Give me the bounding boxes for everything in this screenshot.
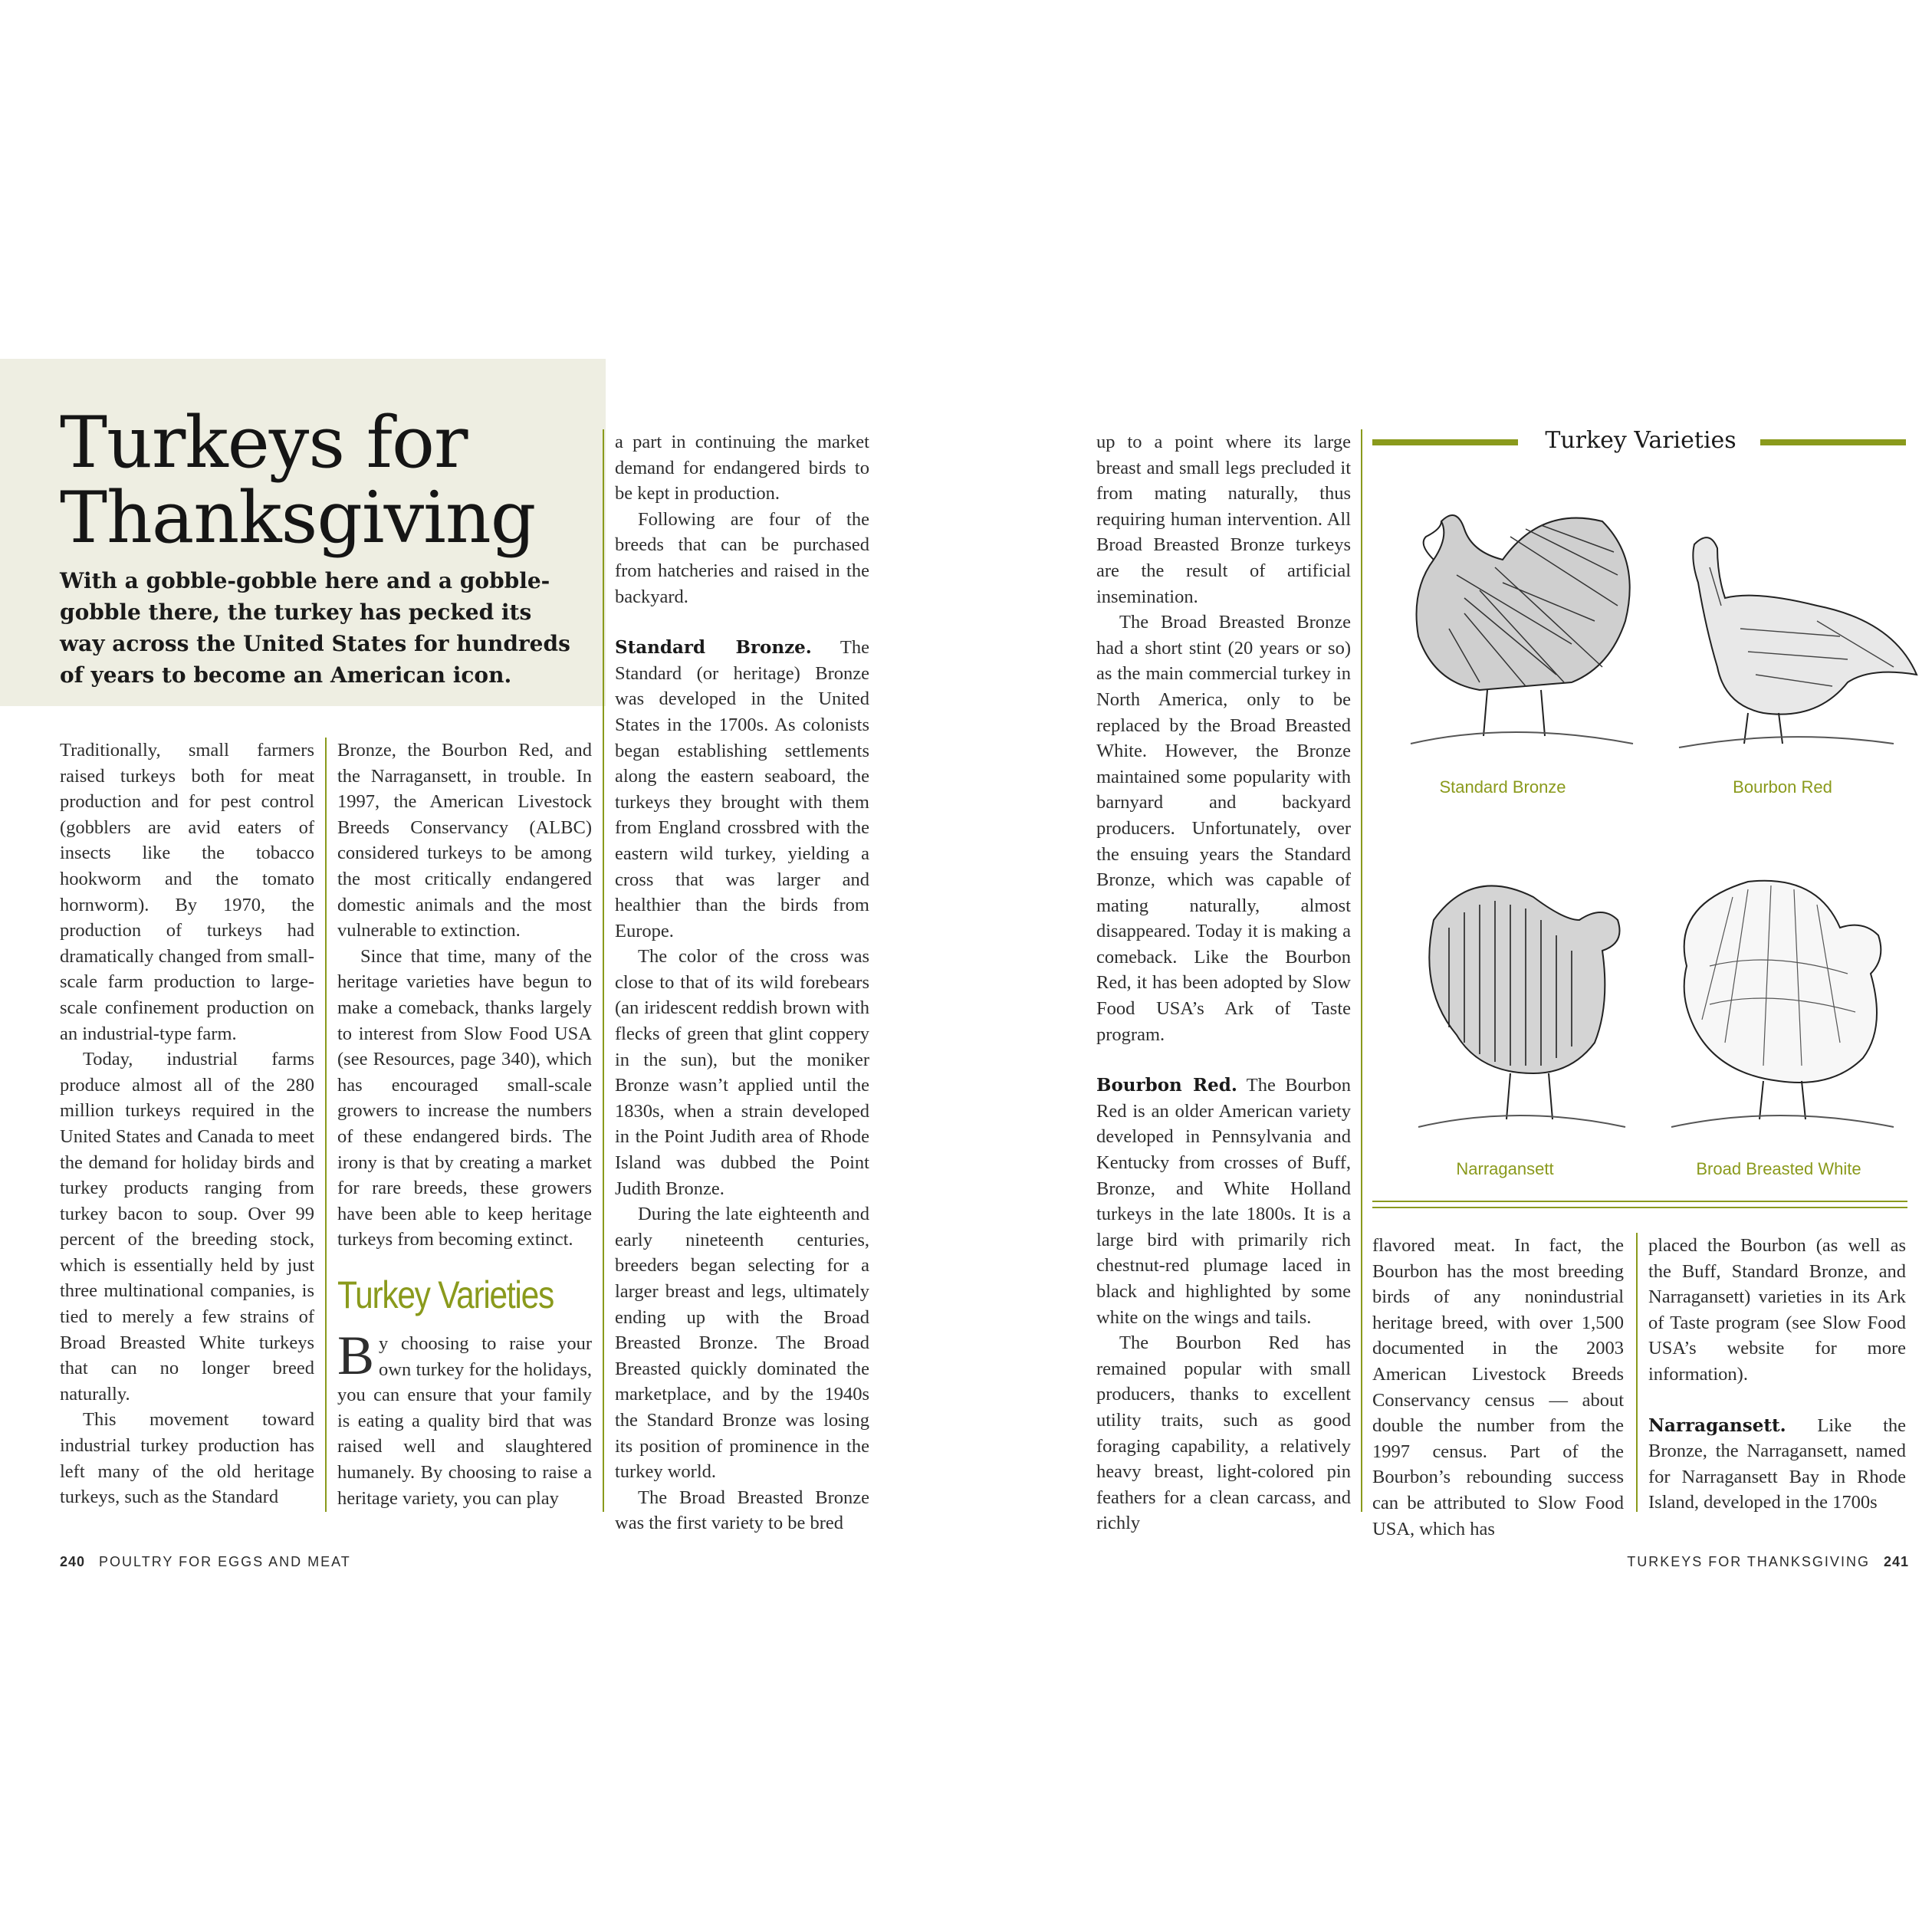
caption-broad-breasted-white: Broad Breasted White [1696, 1159, 1861, 1178]
footer-right [1627, 1554, 1909, 1570]
column-2-continued [337, 1325, 592, 1511]
paragraph: Traditionally, small farmers raised turkeys both for meat production and for pest control (gobblers are avid eaters of insects like the tobacco hookworm and the tomato hornworm). By 1970, the production of turkeys had dramatically changed from small-scale farm production to large-scale confinement production on an industrial-type farm. [60, 740, 314, 1044]
paragraph: The Broad Breasted Bronze had a short stint (20 years or so) as the main commercial turkey in North America, only to be replaced by the Broad Breasted White. However, the Bronze maintained some popularity with barnyard and backyard producers. Unfortunately, over the ensuing years the Standard Bronze, which was capable of mating naturally, almost disappeared. Today it is making a comeback. Like the Bourbon Red, it has been adopted by Slow Food USA’s Ark of Taste program. [1096, 612, 1351, 1045]
lead-narragansett: Narragansett. [1648, 1414, 1786, 1436]
column-rule [1636, 1233, 1638, 1512]
caption-narragansett: Narragansett [1456, 1159, 1554, 1178]
title-line-2: Thanksgiving [60, 476, 536, 559]
title-line-1: Turkeys for [60, 401, 468, 484]
sidebar-bar-right [1760, 439, 1906, 445]
sidebar-divider [1372, 1201, 1907, 1202]
paragraph [337, 1325, 592, 1511]
paragraph-text: The Bourbon Red is an older American variety developed in Pennsylvania and Kentucky from crosses of Buff, Bronze, and White Holland turkeys in the late 1800s. It is a large bird with primarily rich chestnut-red plumage laced in black and highlighted by some white on the wings and tails. [1096, 1075, 1351, 1328]
column-3 [615, 429, 869, 1536]
broad-breasted-white-illustration [1656, 874, 1901, 1135]
paragraph: The color of the cross was close to that of its wild forebears (an iridescent reddish brown with flecks of green that glint coppery in the sun), but the moniker Bronze wasn’t applied until the 1830s, when a strain developed in the Point Judith area of Rhode Island was dubbed the Point Judith Bronze. [615, 946, 869, 1199]
running-head-left: POULTRY FOR EGGS AND MEAT [99, 1554, 351, 1569]
bourbon-red-illustration [1664, 521, 1924, 751]
caption-bourbon-red: Bourbon Red [1733, 777, 1832, 797]
footer-left [60, 1554, 351, 1570]
subtitle: With a gobble-gobble here and a gobble-gobble there, the turkey has pecked its way across the United States for hundreds of years to become an American icon. [60, 568, 570, 688]
paragraph-text: The Standard (or heritage) Bronze was developed in the United States in the 1700s. As colonists began establishing settlements along the eastern seaboard, the turkeys they brought with them from England crossbred with the eastern wild turkey, yielding a cross that was larger and healthier than the birds from Europe. [615, 637, 869, 941]
page-title [60, 401, 536, 559]
column-5 [1372, 1233, 1624, 1542]
column-2 [337, 738, 592, 1253]
paragraph: During the late eighteenth and early nineteenth centuries, breeders began selecting for a larger breast and legs, ultimately ending up with the Broad Breasted Bronze. The Broad Breasted quickly dominated the marketplace, and by the 1940s the Standard Bronze was losing its position of prominence in the turkey world. [615, 1204, 869, 1483]
paragraph [1096, 1073, 1351, 1330]
standard-bronze-illustration [1388, 491, 1641, 751]
paragraph-text: y choosing to raise your own turkey for the holidays, you can ensure that your family is eating a quality bird that was raised well and slaughtered humanely. By choosing to raise a heritage variety, you can play [337, 1333, 592, 1509]
page-number-right: 241 [1883, 1554, 1909, 1569]
narragansett-illustration [1403, 874, 1633, 1135]
paragraph: Today, industrial farms produce almost all of the 280 million turkeys required in the United States and Canada to meet the demand for holiday birds and turkey products ranging from turkey bacon to soup. Over 99 percent of the breeding stock, which is essentially held by just three multinational companies, is tied to merely a few strains of Broad Breasted White turkeys that can no longer breed naturally. [60, 1049, 314, 1405]
page-number-left: 240 [60, 1554, 86, 1569]
lead-bourbon-red: Bourbon Red. [1096, 1075, 1237, 1096]
column-rule [603, 429, 604, 1512]
caption-standard-bronze: Standard Bronze [1439, 777, 1566, 797]
paragraph: This movement toward industrial turkey production has left many of the old heritage turkeys, such as the Standard [60, 1409, 314, 1508]
running-head-right: TURKEYS FOR THANKSGIVING [1627, 1554, 1870, 1569]
paragraph-text: Like the Bronze, the Narragansett, named for Narragansett Bay in Rhode Island, developed in the 1700s [1648, 1414, 1906, 1513]
sidebar-divider [1372, 1207, 1907, 1208]
paragraph: The Broad Breasted Bronze was the first variety to be bred [615, 1487, 869, 1534]
section-heading: Turkey Varieties [337, 1273, 554, 1316]
column-rule [1361, 429, 1362, 1512]
column-1 [60, 738, 314, 1510]
paragraph: The Bourbon Red has remained popular with small producers, thanks to excellent utility traits, such as good foraging capability, a relatively heavy breast, light-colored pin feathers for a clean carcass, and richly [1096, 1332, 1351, 1534]
column-4 [1096, 429, 1351, 1536]
lead-standard-bronze: Standard Bronze. [615, 637, 812, 659]
column-rule [325, 738, 327, 1512]
paragraph: a part in continuing the market demand for endangered birds to be kept in production. [615, 432, 869, 504]
column-6 [1648, 1233, 1906, 1516]
drop-cap: B [337, 1325, 375, 1386]
sidebar-title: Turkey Varieties [1545, 427, 1737, 454]
paragraph [615, 635, 869, 944]
paragraph: Following are four of the breeds that can be purchased from hatcheries and raised in the backyard. [615, 508, 869, 607]
paragraph [1648, 1413, 1906, 1516]
sidebar-bar-left [1372, 439, 1518, 445]
paragraph: Since that time, many of the heritage varieties have begun to make a comeback, thanks largely to interest from Slow Food USA (see Resources, page 340), which has encouraged small-scale growers to increase the numbers of these endangered birds. The irony is that by creating a market for rare breeds, these growers have been able to keep heritage turkeys from becoming extinct. [337, 945, 592, 1250]
paragraph: up to a point where its large breast and small legs precluded it from mating naturally, thus requiring human intervention. All Broad Breasted Bronze turkeys are the result of artificial insemination. [1096, 432, 1351, 607]
paragraph: placed the Bourbon (as well as the Buff, Standard Bronze, and Narragansett) varieties in its Ark of Taste program (see Slow Food USA’s website for more information). [1648, 1235, 1906, 1385]
paragraph: Bronze, the Bourbon Red, and the Narragansett, in trouble. In 1997, the American Livestock Breeds Conservancy (ALBC) considered turkeys to be among the most critically endangered domestic animals and the most vulnerable to extinction. [337, 740, 592, 941]
paragraph: flavored meat. In fact, the Bourbon has the most breeding birds of any nonindustrial heritage breed, with over 1,500 documented in the 2003 American Livestock Breeds Conservancy census — about double the number from the 1997 census. Part of the Bourbon’s rebounding success can be attributed to Slow Food USA, which has [1372, 1235, 1624, 1539]
